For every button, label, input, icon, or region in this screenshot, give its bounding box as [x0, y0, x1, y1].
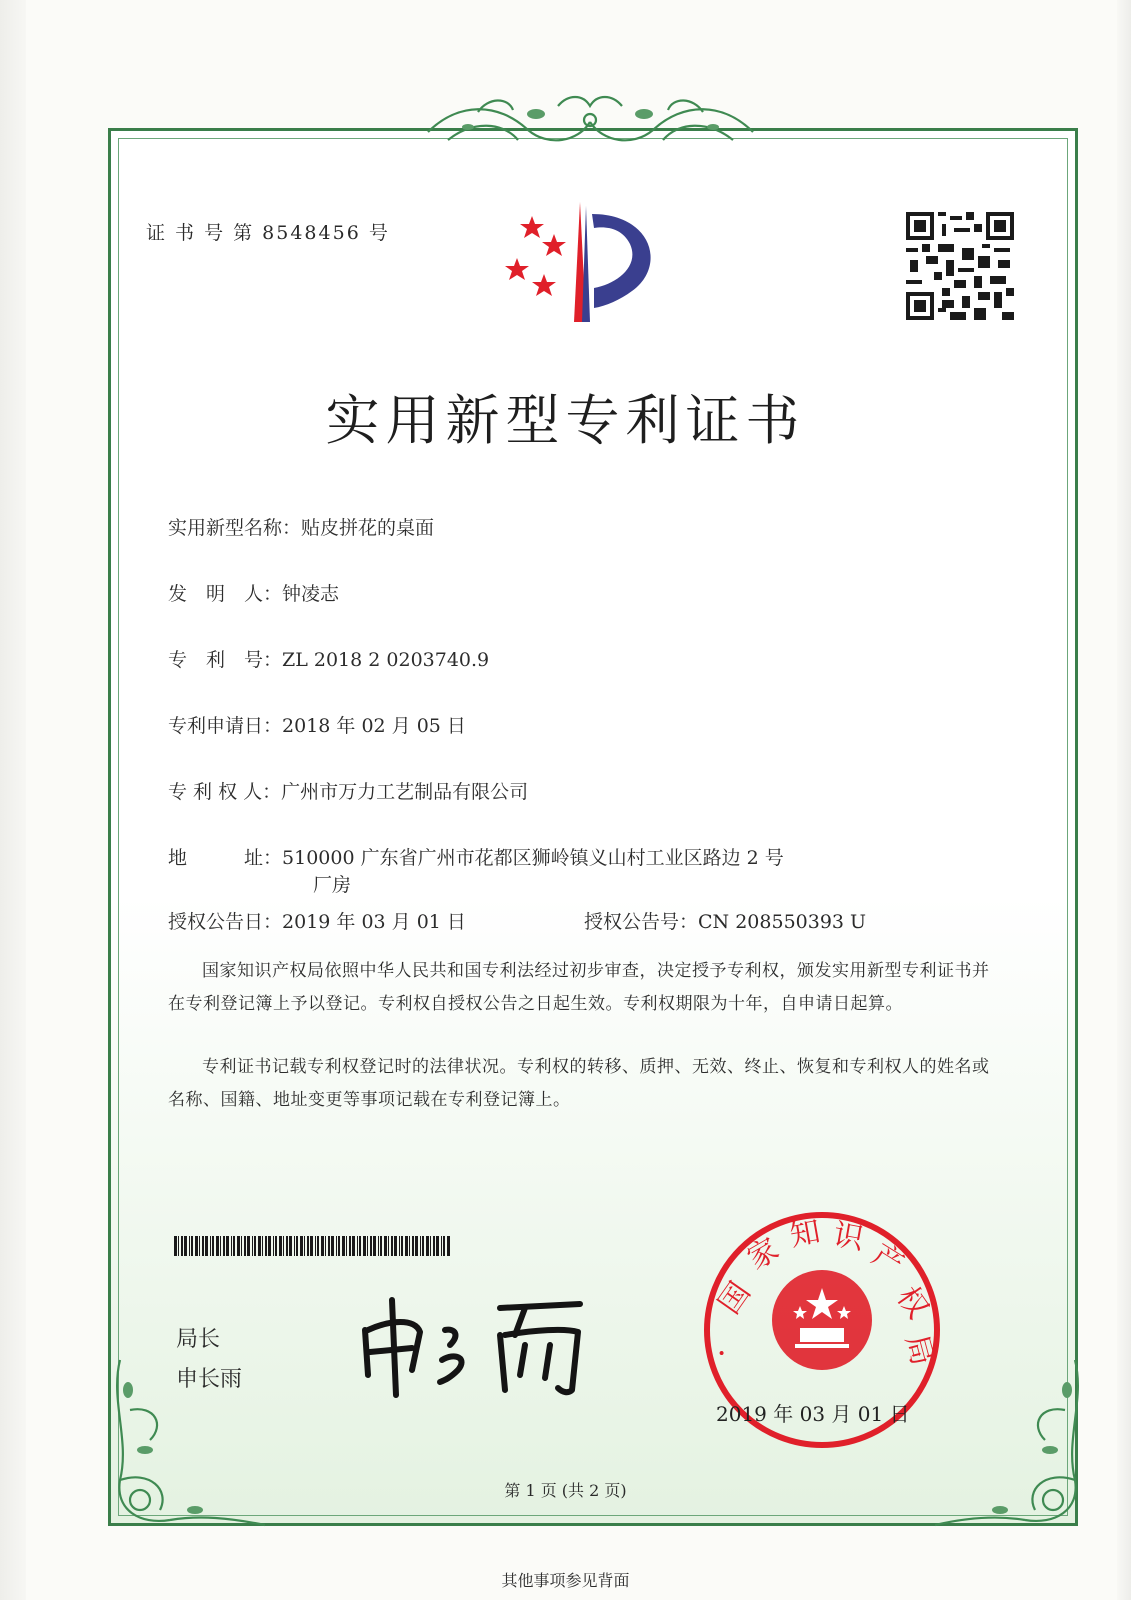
field-label: 授权公告日： [168, 911, 283, 933]
field-filing-date [168, 711, 466, 738]
field-grant-date [168, 907, 466, 934]
svg-text:•: • [714, 1347, 732, 1359]
field-value: 2019 年 03 月 01 日 [282, 911, 466, 933]
page-indicator: 第 1 页 (共 2 页) [504, 1481, 627, 1500]
field-label: 地 址： [168, 847, 283, 869]
field-patentee [168, 777, 528, 804]
barcode-icon [174, 1236, 452, 1256]
svg-text:知: 知 [787, 1214, 823, 1254]
field-utility-model-name [168, 513, 434, 540]
svg-text:权: 权 [889, 1280, 936, 1326]
paragraph-legal-status: 专利证书记载专利权登记时的法律状况。专利权的转移、质押、无效、终止、恢复和专利权人的姓名或名称、国籍、地址变更等事项记载在专利登记簿上。 [168, 1057, 990, 1110]
field-value: ZL 2018 2 0203740.9 [282, 649, 490, 671]
bottom-right-ornament-icon [935, 1350, 1095, 1535]
svg-text:家: 家 [741, 1231, 785, 1277]
field-address-continuation: 厂房 [313, 874, 352, 896]
certificate-title: 实用新型专利证书 [325, 389, 806, 452]
qr-code-icon [906, 212, 1014, 320]
field-inventor [168, 579, 339, 606]
svg-text:局: 局 [898, 1331, 940, 1370]
field-grant-number [584, 907, 866, 934]
field-label: 专利申请日： [168, 715, 283, 737]
field-label: 专 利 权 人： [168, 781, 282, 803]
footer-note: 其他事项参见背面 [501, 1571, 630, 1590]
paper-edge-right [1117, 0, 1131, 1600]
svg-text:国: 国 [711, 1275, 758, 1321]
svg-text:识: 识 [830, 1217, 867, 1258]
field-value: 广州市万力工艺制品有限公司 [281, 781, 529, 803]
field-label: 发 明 人： [168, 583, 283, 605]
field-value: 2018 年 02 月 05 日 [282, 715, 466, 737]
top-ornament-icon [418, 92, 763, 162]
paper-edge-left [0, 0, 26, 1600]
svg-text:产: 产 [865, 1237, 910, 1283]
field-label: 专 利 号： [168, 649, 283, 671]
paragraph-grant-statement: 国家知识产权局依照中华人民共和国专利法经过初步审查，决定授予专利权，颁发实用新型专利证书并在专利登记簿上予以登记。专利权自授权公告之日起生效。专利权期限为十年，自申请日起算。 [168, 961, 990, 1014]
field-value: CN 208550393 U [698, 911, 867, 933]
director-name: 申长雨 [176, 1367, 243, 1392]
field-value: 510000 广东省广州市花都区狮岭镇义山村工业区路边 2 号 [282, 847, 784, 869]
field-address [168, 843, 784, 870]
certificate-number: 证 书 号 第 8548456 号 [146, 222, 390, 244]
field-label: 实用新型名称： [168, 517, 302, 539]
field-label: 授权公告号： [584, 911, 699, 933]
seal-date: 2019 年 03 月 01 日 [716, 1402, 910, 1426]
patent-office-logo-icon [502, 196, 672, 336]
field-value: 贴皮拼花的桌面 [301, 517, 435, 539]
director-title: 局长 [176, 1327, 221, 1352]
field-value: 钟凌志 [282, 583, 340, 605]
field-patent-number [168, 645, 489, 672]
director-signature-icon [350, 1290, 600, 1400]
